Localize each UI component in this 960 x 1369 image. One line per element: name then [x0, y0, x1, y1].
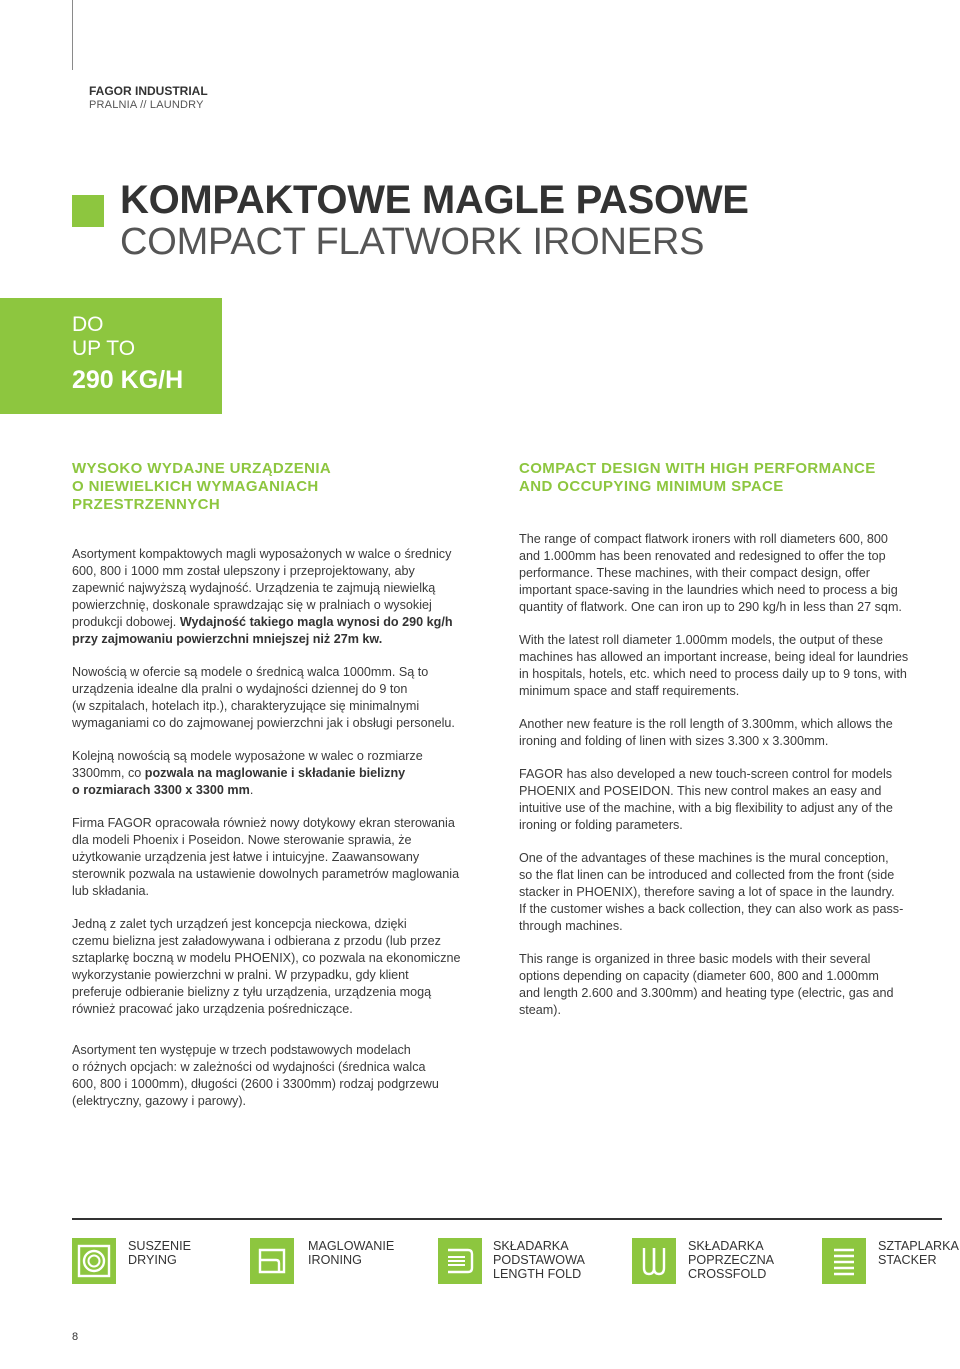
text-line: preferuje odbieranie bielizny z tyłu urządzenia, urządzenia mogą [72, 985, 432, 999]
text-line: użytkowanie urządzenia jest łatwe i intuicyjne. Zaawansowany [72, 850, 420, 864]
text-line: The range of compact flatwork ironers with roll diameters 600, 800 [519, 532, 888, 546]
text-line: Asortyment kompaktowych magli wyposażonych w walce o średnicy [72, 547, 452, 561]
text-line: One of the advantages of these machines is the mural conception, [519, 851, 889, 865]
category-label [688, 1239, 774, 1281]
heading-line: AND OCCUPYING MINIMUM SPACE [519, 478, 784, 495]
text-line: PHOENIX and POSEIDON. This new control makes an easy and [519, 784, 882, 798]
text-line: Jedną z zalet tych urządzeń jest koncepcja nieckowa, dzięki [72, 917, 407, 931]
drying-icon [72, 1238, 116, 1284]
text-line: ironing and folding of linen with sizes 3.300 x 3.300mm. [519, 734, 829, 748]
text-line: and length 2.600 and 3.300mm) and heating type (electric, gas and [519, 986, 894, 1000]
heading-line: COMPACT DESIGN WITH HIGH PERFORMANCE [519, 460, 876, 477]
paragraph [72, 664, 502, 732]
brand-block [89, 84, 208, 112]
text-line: (w szpitalach, hotelach itp.), charakteryzujące się minimalnymi [72, 699, 420, 713]
text-line: 600, 800 i 1000mm), długości (2600 i 3300mm) rodzaj podgrzewu [72, 1077, 439, 1091]
capacity-value: 290 KG/H [72, 366, 184, 394]
text-line: Kolejną nowością są modele wyposażone w walec o rozmiarze [72, 749, 423, 763]
label-line: POPRZECZNA [688, 1253, 775, 1267]
text-line: steam). [519, 1003, 561, 1017]
label-line: DRYING [128, 1253, 177, 1267]
stacker-icon [822, 1238, 866, 1284]
polish-text-column [72, 546, 502, 1034]
category-label [878, 1239, 959, 1267]
text-line: quantity of flatwork. One can iron up to 290 kg/h in less than 27 sqm. [519, 600, 902, 614]
text-line: performance. These machines, with their compact design, offer [519, 566, 870, 580]
text-line: If the customer wishes a back collection, they can also work as pass- [519, 902, 904, 916]
paragraph [519, 632, 949, 700]
text-line: czemu bielizna jest załadowywana i odbierana z przodu (lub przez [72, 934, 441, 948]
english-text-column [519, 531, 949, 1035]
text-line: Nowością w ofercie są modele o średnicą walca 1000mm. Są to [72, 665, 429, 679]
text-line: minimum space and staff requirements. [519, 684, 740, 698]
category-label [308, 1239, 394, 1267]
bold-text: pozwala na maglowanie i składanie bielizny [144, 766, 406, 780]
text-line: ironing or folding parameters. [519, 818, 683, 832]
text-line: wymaganiami co do zajmowanej powierzchni jak i obsługi personelu. [72, 716, 455, 730]
capacity-box [0, 298, 222, 414]
length-fold-icon [438, 1238, 482, 1284]
capacity-up-to: UP TO [72, 337, 136, 360]
text-line: machines has allowed an important increase, being ideal for laundries [519, 650, 909, 664]
text-line: This range is organized in three basic models with their several [519, 952, 871, 966]
title-polish: KOMPAKTOWE MAGLE PASOWE [120, 178, 749, 222]
text-line: powierzchnię, doskonale sprawdzając się w pralniach o wysokiej [72, 598, 432, 612]
text-line: 600, 800 i 1000 mm został ulepszony i przeprojektowany, aby [72, 564, 415, 578]
label-line: SKŁADARKA [493, 1239, 569, 1253]
text-line: o różnych opcjach: w zależności od wydajności (średnica walca [72, 1060, 426, 1074]
text-line: sterownik pozwala na ustawienie dowolnych parametrów maglowania [72, 867, 460, 881]
text-line: important space-saving in the laundries which need to process a big [519, 583, 898, 597]
label-line: MAGLOWANIE [308, 1239, 395, 1253]
category-label [493, 1239, 585, 1281]
text-line: . [249, 783, 254, 797]
text-line: and 1.000mm has been renovated and redesigned to offer the top [519, 549, 886, 563]
polish-text-continued [72, 1042, 502, 1126]
label-line: SUSZENIE [128, 1239, 191, 1253]
paragraph [519, 951, 949, 1019]
paragraph [72, 815, 502, 900]
paragraph [72, 546, 502, 648]
page-title [120, 178, 749, 262]
text-line: Another new feature is the roll length of 3.300mm, which allows the [519, 717, 893, 731]
label-line: CROSSFOLD [688, 1267, 767, 1281]
bold-text: o rozmiarach 3300 x 3300 mm [72, 783, 250, 797]
text-line: zapewnić najwyższą wydajność. Urządzenia te zajmują niewielką [72, 581, 436, 595]
text-line: urządzenia idealne dla pralni o wydajności dziennej do 9 ton [72, 682, 408, 696]
text-line: stacker in PHOENIX), therefore saving a lot of space in the laundry. [519, 885, 895, 899]
label-line: IRONING [308, 1253, 362, 1267]
heading-polish [72, 460, 392, 514]
text-line: Asortyment ten występuje w trzech podstawowych modelach [72, 1043, 411, 1057]
paragraph [72, 1042, 502, 1110]
heading-line: O NIEWIELKICH WYMAGANIACH [72, 478, 319, 495]
paragraph [72, 748, 502, 799]
paragraph [72, 916, 502, 1018]
text-line: dla modeli Phoenix i Poseidon. Nowe sterowanie sprawia, że [72, 833, 412, 847]
footer-rule [72, 1218, 942, 1220]
category-label [128, 1239, 191, 1267]
paragraph [519, 850, 949, 935]
crossfold-icon [632, 1238, 676, 1284]
label-line: LENGTH FOLD [493, 1267, 582, 1281]
ironing-icon [250, 1238, 294, 1284]
paragraph [519, 766, 949, 834]
page-number: 8 [72, 1331, 79, 1343]
title-marker [72, 195, 104, 227]
paragraph [519, 716, 949, 750]
text-line: With the latest roll diameter 1.000mm models, the output of these [519, 633, 884, 647]
title-english: COMPACT FLATWORK IRONERS [120, 221, 705, 263]
heading-line: WYSOKO WYDAJNE URZĄDZENIA [72, 460, 332, 477]
label-line: STACKER [878, 1253, 937, 1267]
heading-line: PRZESTRZENNYCH [72, 496, 221, 513]
bold-text: Wydajność takiego magla wynosi do 290 kg/h [179, 615, 453, 629]
text-line: FAGOR has also developed a new touch-screen control for models [519, 767, 893, 781]
label-line: SZTAPLARKA [878, 1239, 959, 1253]
heading-english [519, 460, 939, 496]
bold-text: przy zajmowaniu powierzchni mniejszej niż 27m kw. [72, 632, 383, 646]
section-name: PRALNIA // LAUNDRY [89, 99, 204, 111]
text-line: wykorzystanie powierzchni w pralni. W przypadku, gdy klient [72, 968, 409, 982]
text-line: so the flat linen can be introduced and collected from the front (side [519, 868, 895, 882]
company-name: FAGOR INDUSTRIAL [89, 84, 208, 98]
text-line: in hospitals, hotels, etc. which need to process daily up to 9 tons, with [519, 667, 907, 681]
text-line: Firma FAGOR opracowała również nowy dotykowy ekran sterowania [72, 816, 455, 830]
text-line: intuitive use of the machine, with a big flexibility to adjust any of the [519, 801, 893, 815]
label-line: SKŁADARKA [688, 1239, 764, 1253]
text-line: 3300mm, co [72, 766, 145, 780]
text-line: options depending on capacity (diameter 600, 800 and 1.000mm [519, 969, 879, 983]
text-line: through machines. [519, 919, 623, 933]
text-line: również pracować jako urządzenia pośredniczące. [72, 1002, 353, 1016]
paragraph [519, 531, 949, 616]
capacity-do: DO [72, 313, 104, 336]
text-line: produkcji dobowej. [72, 615, 177, 629]
header-divider [72, 0, 73, 70]
text-line: (elektryczny, gazowy i parowy). [72, 1094, 247, 1108]
text-line: sztaplarkę boczną w modelu PHOENIX), co pozwala na ekonomiczne [72, 951, 461, 965]
label-line: PODSTAWOWA [493, 1253, 585, 1267]
text-line: lub składania. [72, 884, 150, 898]
